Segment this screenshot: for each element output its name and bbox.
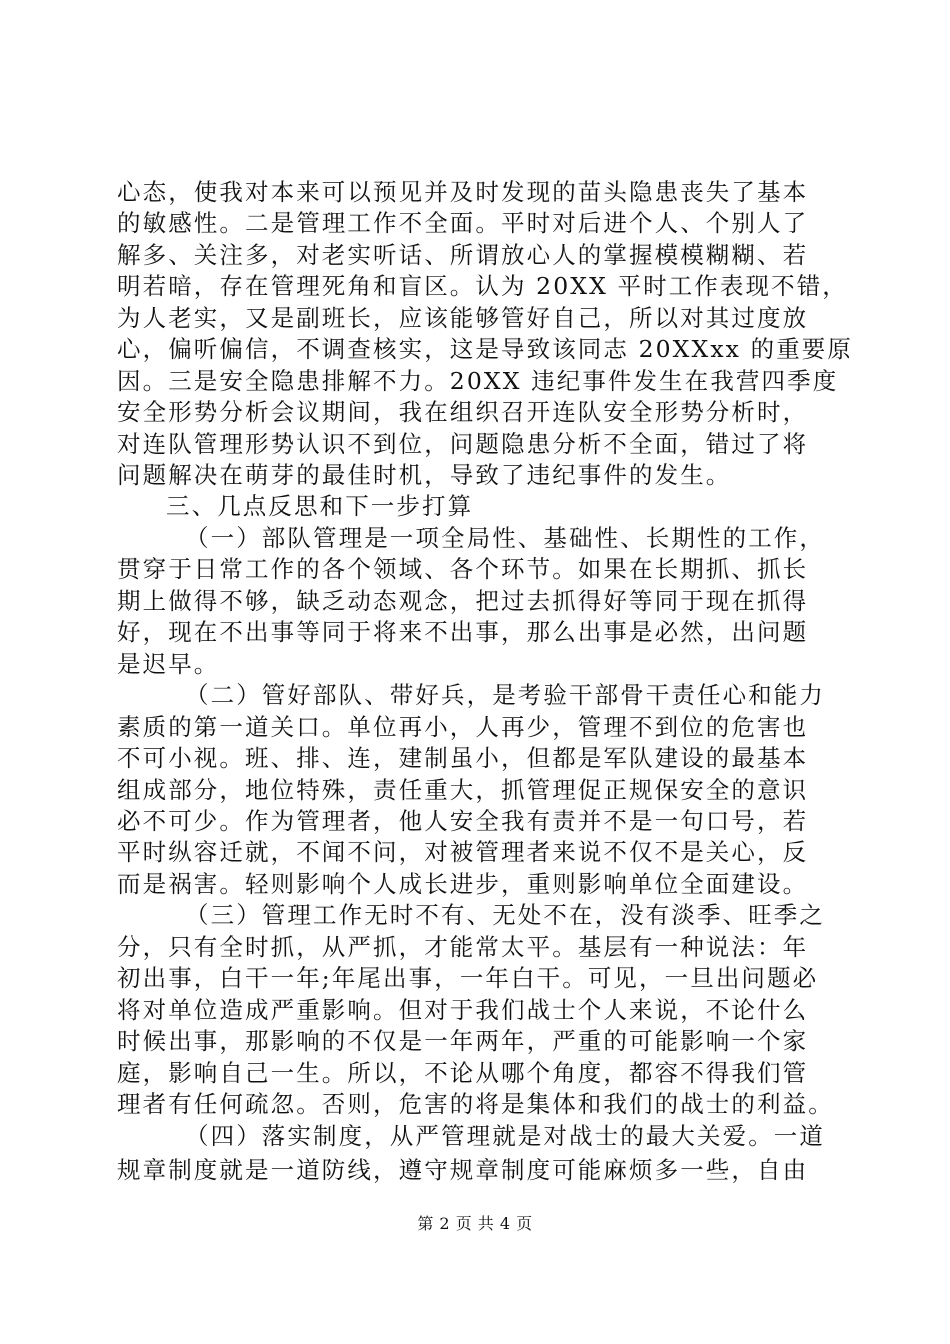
text-line: 平时纵容迁就，不闻不问，对被管理者来说不仅不是关心，反: [117, 838, 809, 866]
text-line: 将对单位造成严重影响。但对于我们战士个人来说，不论什么: [117, 996, 809, 1024]
text-line: 的敏感性。二是管理工作不全面。平时对后进个人、个别人了: [117, 209, 809, 237]
text-line: 贯穿于日常工作的各个领域、各个环节。如果在长期抓、抓长: [117, 555, 809, 583]
text-line: 初出事，白干一年;年尾出事，一年白干。可见，一旦出问题必: [117, 964, 819, 992]
text-line: 规章制度就是一道防线，遵守规章制度可能麻烦多一些，自由: [117, 1156, 809, 1184]
text-line: 是迟早。: [117, 650, 220, 678]
text-line: 为人老实，又是副班长，应该能够管好自己，所以对其过度放: [117, 304, 809, 332]
text-line: 必不可少。作为管理者，他人安全我有责并不是一句口号，若: [117, 807, 809, 835]
page-number-footer: 第 2 页 共 4 页: [417, 1214, 533, 1233]
text-line: 因。三是安全隐患排解不力。20XX 违纪事件发生在我营四季度: [117, 367, 839, 395]
text-line: 不可小视。班、排、连，建制虽小，但都是军队建设的最基本: [117, 744, 809, 772]
text-line: 对连队管理形势认识不到位，问题隐患分析不全面，错过了将: [117, 430, 809, 458]
text-line: 好，现在不出事等同于将来不出事，那么出事是必然，出问题: [117, 618, 809, 646]
text-line: 时候出事，那影响的不仅是一年两年，严重的可能影响一个家: [117, 1027, 809, 1055]
text-line: 分，只有全时抓，从严抓，才能常太平。基层有一种说法：年: [117, 933, 809, 961]
text-line: 期上做得不够，缺乏动态观念，把过去抓得好等同于现在抓得: [117, 587, 809, 615]
text-line: 心态，使我对本来可以预见并及时发现的苗头隐患丧失了基本: [117, 178, 809, 206]
text-line: 理者有任何疏忽。否则，危害的将是集体和我们的战士的利益。: [117, 1090, 834, 1118]
text-line: 而是祸害。轻则影响个人成长进步，重则影响单位全面建设。: [117, 870, 809, 898]
paragraph-start: （一）部队管理是一项全局性、基础性、长期性的工作，: [185, 524, 825, 552]
text-line: 素质的第一道关口。单位再小，人再少，管理不到位的危害也: [117, 713, 809, 741]
paragraph-start: （二）管好部队、带好兵，是考验干部骨干责任心和能力: [185, 681, 825, 709]
paragraph-start: （四）落实制度，从严管理就是对战士的最大关爱。一道: [185, 1122, 825, 1150]
text-line: 安全形势分析会议期间，我在组织召开连队安全形势分析时，: [117, 398, 809, 426]
text-line: 心，偏听偏信，不调查核实，这是导致该同志 20XXxx 的重要原: [117, 335, 854, 363]
text-line: 明若暗，存在管理死角和盲区。认为 20XX 平时工作表现不错，: [117, 272, 848, 300]
paragraph-start: （三）管理工作无时不有、无处不在，没有淡季、旺季之: [185, 901, 825, 929]
text-line: 组成部分，地位特殊，责任重大，抓管理促正规保安全的意识: [117, 776, 809, 804]
text-line: 庭，影响自己一生。所以，不论从哪个角度，都容不得我们管: [117, 1059, 809, 1087]
text-line: 问题解决在萌芽的最佳时机，导致了违纪事件的发生。: [117, 461, 732, 489]
text-line: 解多、关注多，对老实听话、所谓放心人的掌握模模糊糊、若: [117, 241, 809, 269]
section-heading: 三、几点反思和下一步打算: [166, 492, 474, 520]
